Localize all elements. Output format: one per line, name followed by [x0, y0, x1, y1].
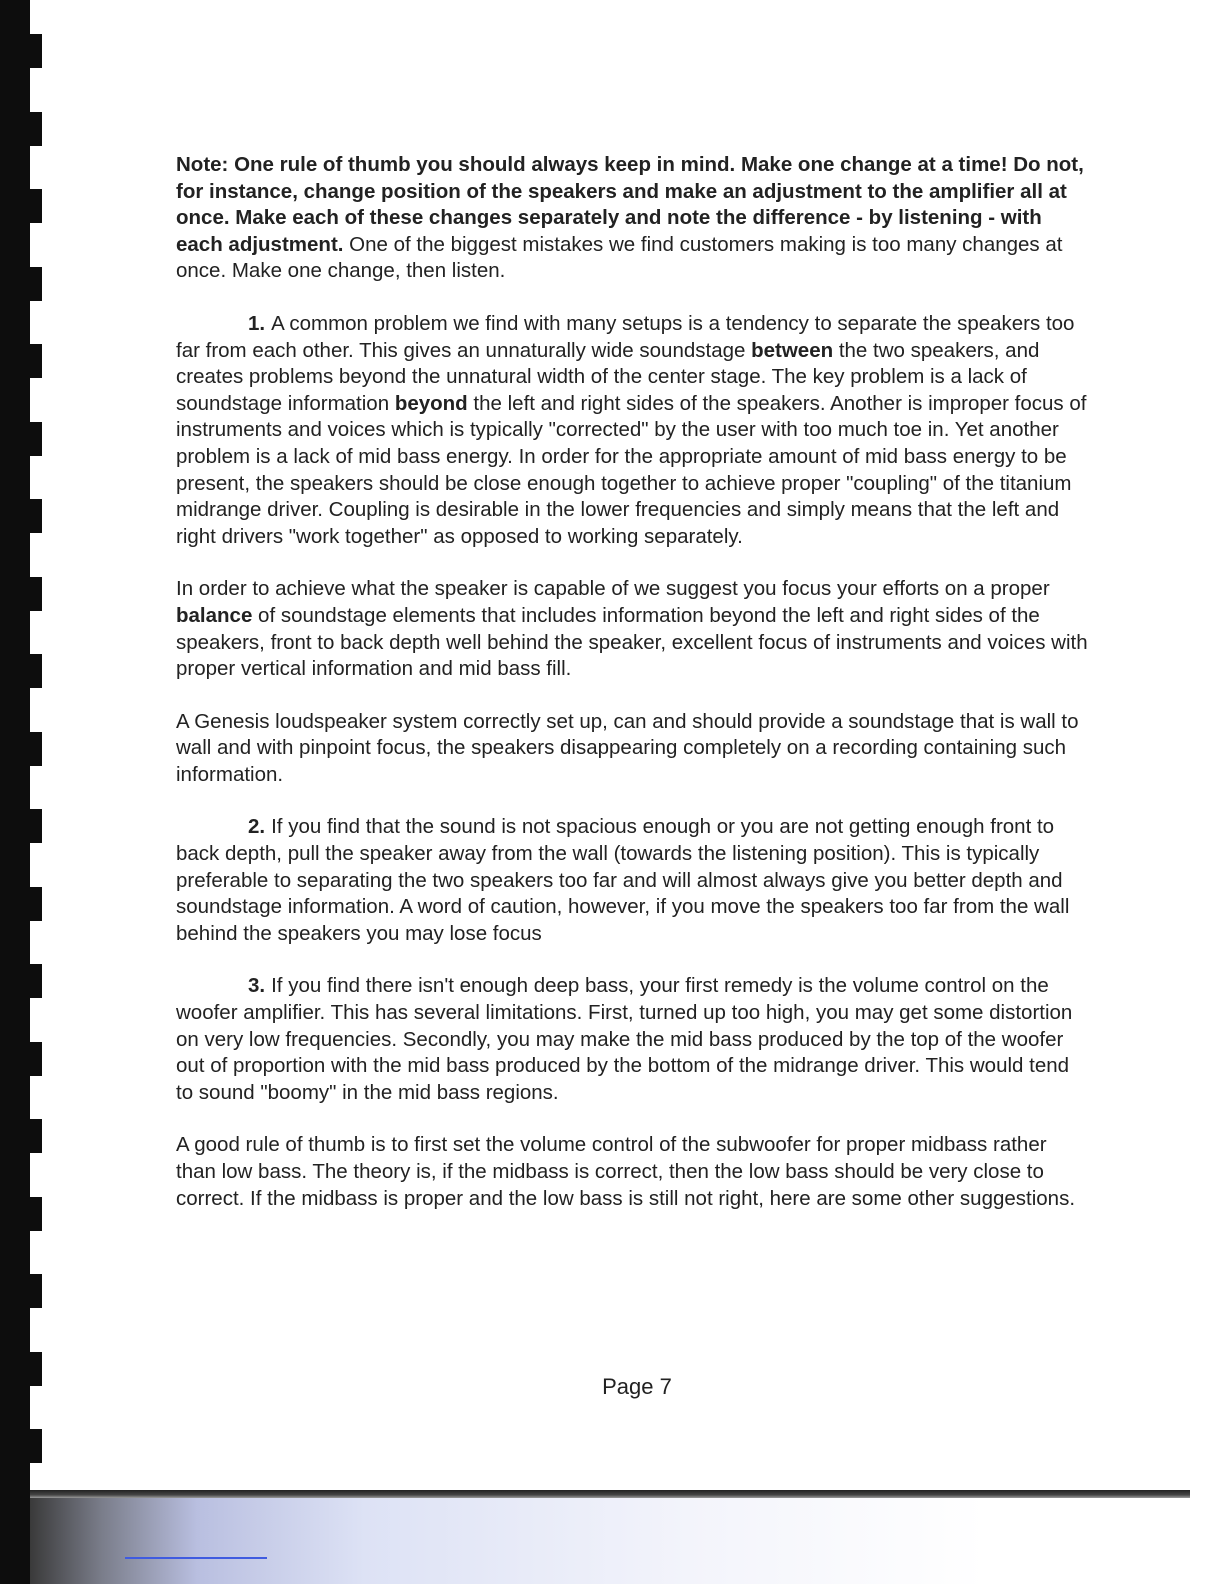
binding-strip — [0, 0, 30, 1584]
binding-notch — [30, 577, 42, 611]
item-1-text-b: the two speakers, and creates problems beyond the unnatural width of the center stage. The key problem is a lack of soundstage information — [176, 338, 1040, 415]
page-number: Page 7 — [602, 1374, 672, 1399]
page-bottom-edge — [30, 1490, 1190, 1498]
item-1-text-c: the left and right sides of the speakers. Another is improper focus of instruments and voices which is typically "corrected" by the user with too much toe in. Yet another problem is a lack of mid bass energy. In order for the appropriate amount of mid bass energy to be present, the speakers should be close enough together to achieve proper "coupling" of the titanium midrange driver. Coupling is desirable in the lower frequencies and simply means that the left and right drivers "work together" as opposed to working separately. — [176, 391, 1087, 548]
scan-shadow — [30, 1498, 1224, 1584]
binding-notch — [30, 267, 42, 301]
note-bold-text: Note: One rule of thumb you should always keep in mind. Make one change at a time! Do not, for instance, change position of the speakers and make an adjustment to the amplifier all at once. Make each of these changes separately and note the difference - by listening - with each adjustment. — [176, 153, 1084, 256]
binding-notch — [30, 1429, 42, 1463]
item-1-number: 1. — [248, 311, 266, 335]
item-3-paragraph — [176, 973, 1091, 1106]
binding-notch — [30, 499, 42, 533]
binding-notch — [30, 1274, 42, 1308]
genesis-paragraph: A Genesis loudspeaker system correctly set up, can and should provide a soundstage that is wall to wall and with pinpoint focus, the speakers disappearing completely on a recording containing such information. — [176, 709, 1079, 786]
item-1-bold-between: between — [751, 338, 834, 362]
item-2-paragraph — [176, 814, 1091, 947]
binding-notch — [30, 654, 42, 688]
binding-notch — [30, 732, 42, 766]
blue-underline-mark — [125, 1557, 267, 1559]
binding-notch — [30, 1119, 42, 1153]
balance-text-a: In order to achieve what the speaker is capable of we suggest you focus your efforts on a proper — [176, 577, 1050, 601]
binding-notch — [30, 809, 42, 843]
binding-notch — [30, 422, 42, 456]
item-2-number: 2. — [248, 815, 266, 839]
item-3-text: If you find there isn't enough deep bass, your first remedy is the volume control on the woofer amplifier. This has several limitations. First, turned up too high, you may get some distortion on very low frequencies. Secondly, you may make the mid bass produced by the top of the woofer out of proportion with the mid bass produced by the bottom of the midrange driver. This would tend to sound "boomy" in the mid bass regions. — [176, 974, 1073, 1104]
balance-bold: balance — [176, 603, 253, 627]
binding-notch — [30, 34, 42, 68]
rule-paragraph: A good rule of thumb is to first set the volume control of the subwoofer for proper midbass rather than low bass. The theory is, if the midbass is correct, then the low bass should be very close to correct. If the midbass is proper and the low bass is still not right, here are some other suggestions. — [176, 1133, 1076, 1210]
item-1-paragraph — [176, 311, 1091, 550]
binding-notch — [30, 887, 42, 921]
note-normal-text: One of the biggest mistakes we find customers making is too many changes at once. Make one change, then listen. — [176, 232, 1063, 283]
item-1-bold-beyond: beyond — [394, 391, 468, 415]
page-body — [176, 152, 1091, 1238]
binding-notch — [30, 112, 42, 146]
binding-notch — [30, 1042, 42, 1076]
item-2-text: If you find that the sound is not spacious enough or you are not getting enough front to back depth, pull the speaker away from the wall (towards the listening position). This is typically preferable to separating the two speakers too far and will almost always give you better depth and soundstage information. A word of caution, however, if you move the speakers too far from the wall behind the speakers you may lose focus — [176, 815, 1070, 945]
item-3-number: 3. — [248, 974, 266, 998]
binding-notch — [30, 189, 42, 223]
note-paragraph — [176, 152, 1091, 285]
balance-text-b: of soundstage elements that includes information beyond the left and right sides of the speakers, front to back depth well behind the speaker, excellent focus of instruments and voices with proper vertical information and mid bass fill. — [176, 603, 1088, 681]
binding-notch — [30, 964, 42, 998]
item-1-text-a: A common problem we find with many setups is a tendency to separate the speakers too far from each other. This gives an unnaturally wide soundstage — [176, 311, 1075, 362]
binding-notch — [30, 344, 42, 378]
binding-notch — [30, 1197, 42, 1231]
balance-paragraph — [176, 576, 1091, 682]
